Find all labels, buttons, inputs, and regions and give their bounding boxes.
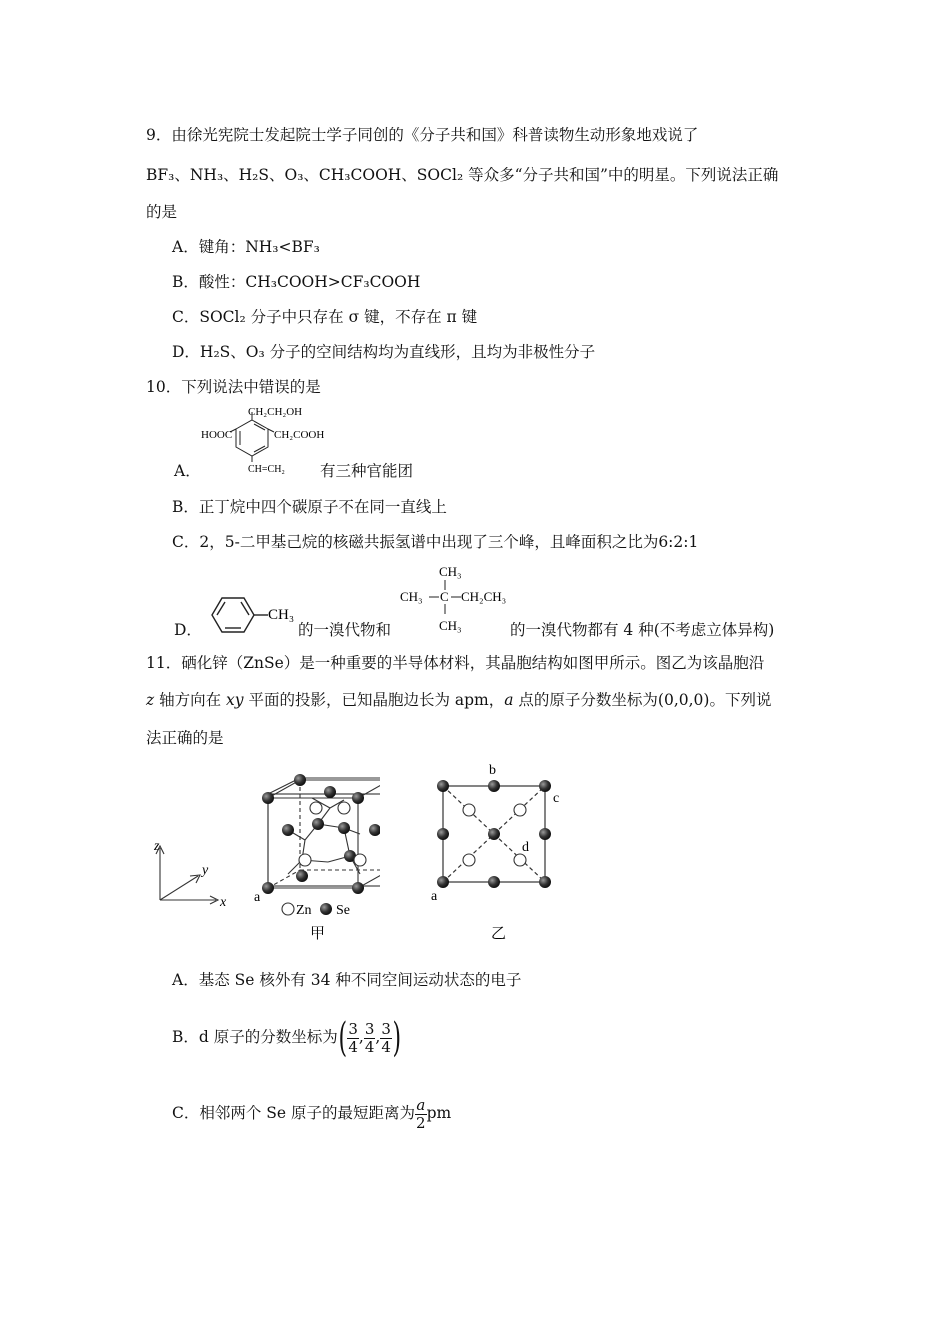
q10-option-a-text: 有三种官能团 xyxy=(320,462,414,480)
q9-stem-line3: 的是 xyxy=(146,203,178,221)
q11-stem-line2 xyxy=(146,689,771,711)
q11-yi-label-d: d xyxy=(522,840,529,855)
q11-axis-x-label: x xyxy=(220,895,227,910)
q9-option-d: D．H₂S、O₃ 分子的空间结构均为直线形，且均为非极性分子 xyxy=(172,343,596,361)
q11-xy-var: xy xyxy=(226,691,244,709)
q11-b-frac-1: $\frac{3}{4}$ xyxy=(348,1019,358,1056)
q11-option-c-text: C．相邻两个 Se 原子的最短距离为 xyxy=(172,1104,416,1122)
q11-c-frac: $\frac{a}{2}$ xyxy=(416,1095,426,1132)
q10-d-top-ch3: CH₃ xyxy=(439,564,462,579)
q11-caption-jia: 甲 xyxy=(310,926,326,942)
q11-b-frac-2: $\frac{3}{4}$ xyxy=(364,1019,375,1056)
q10-d-center-c: C xyxy=(440,589,449,604)
q10-a-right-group: CH₂COOH xyxy=(274,429,325,441)
q11-option-b-text: B．d 原子的分数坐标为 xyxy=(172,1028,338,1046)
q9-option-a: A．键角：NH₃<BF₃ xyxy=(172,238,320,256)
q9-option-c: C．SOCl₂ 分子中只存在 σ 键，不存在 π 键 xyxy=(172,308,478,326)
q10-option-d-structure xyxy=(398,560,518,638)
q10-d-left-ch3: CH₃ xyxy=(400,589,423,604)
q11-yi-label-c: c xyxy=(553,791,560,806)
q11-yi-label-a: a xyxy=(431,889,438,904)
q9-stem-line2: BF₃、NH₃、H₂S、O₃、CH₃COOH、SOCl₂ 等众多“分子共和国”中的明星。下列说法正确 xyxy=(146,166,779,184)
q10-option-a-structure xyxy=(196,402,336,482)
q11-option-c xyxy=(172,1094,451,1132)
zn-legend-icon xyxy=(282,903,294,915)
q11-z-var: z xyxy=(146,691,155,709)
q11-caption-yi: 乙 xyxy=(491,926,507,942)
q11-option-b: B．d 原子的分数坐标为( $\frac{3}{4}$ , $\frac{3}{4}$ , $\frac{3}{4}$ ) xyxy=(172,1015,401,1061)
q11-legend-se: Se xyxy=(336,903,350,918)
q11-stem-line1: 11．硒化锌（ZnSe）是一种重要的半导体材料，其晶胞结构如图甲所示。图乙为该晶胞沿 xyxy=(146,654,765,672)
q11-axis-y-label: y xyxy=(202,863,209,878)
q9-stem-line1: 9．由徐光宪院士发起院士学子同创的《分子共和国》科普读物生动形象地戏说了 xyxy=(146,126,699,144)
q11-axis-z-label: z xyxy=(154,839,160,854)
q11-yi-label-b: b xyxy=(489,763,496,778)
q11-stem-line2-part-f: 点的原子分数坐标为(0,0,0)。下列说 xyxy=(513,691,772,709)
q10-toluene-ch3: CH₃ xyxy=(268,607,295,623)
q9-option-b: B．酸性：CH₃COOH>CF₃COOH xyxy=(172,273,421,291)
q10-toluene-structure xyxy=(198,590,308,640)
q10-d-bottom-ch3: CH₃ xyxy=(439,618,462,633)
q11-figure-jia xyxy=(150,770,380,945)
q10-d-right-ch2ch3: CH₂CH₃ xyxy=(461,589,507,604)
q10-a-bottom-group: CH=CH₂ xyxy=(248,464,285,475)
q11-jia-point-a: a xyxy=(254,890,261,905)
q11-option-c-unit: pm xyxy=(426,1104,452,1122)
q10-stem: 10．下列说法中错误的是 xyxy=(146,378,321,396)
q11-option-a: A．基态 Se 核外有 34 种不同空间运动状态的电子 xyxy=(172,971,522,989)
q10-option-a-label: A． xyxy=(174,462,201,480)
q10-option-c: C．2，5-二甲基己烷的核磁共振氢谱中出现了三个峰，且峰面积之比为6:2:1 xyxy=(172,533,699,551)
q11-a-var: a xyxy=(504,691,514,709)
q11-legend-zn: Zn xyxy=(296,903,312,918)
q11-stem-line3: 法正确的是 xyxy=(146,729,224,747)
q11-stem-line2-part-b: 轴方向在 xyxy=(154,691,227,709)
q11-figure-yi xyxy=(425,760,575,945)
q10-option-d-label: D． xyxy=(174,621,202,639)
q10-a-left-group: HOOC xyxy=(201,429,233,441)
q10-a-top-group: CH₂CH₂OH xyxy=(248,406,303,418)
q11-stem-line2-part-d: 平面的投影，已知晶胞边长为 apm， xyxy=(243,691,505,709)
q10-option-b: B．正丁烷中四个碳原子不在同一直线上 xyxy=(172,498,447,516)
q10-option-d-tail: 的一溴代物都有 4 种(不考虑立体异构) xyxy=(510,621,775,639)
se-legend-icon xyxy=(320,903,332,915)
q10-option-d-mid: 的一溴代物和 xyxy=(298,621,392,639)
q11-b-frac-3: $\frac{3}{4}$ xyxy=(381,1019,391,1056)
